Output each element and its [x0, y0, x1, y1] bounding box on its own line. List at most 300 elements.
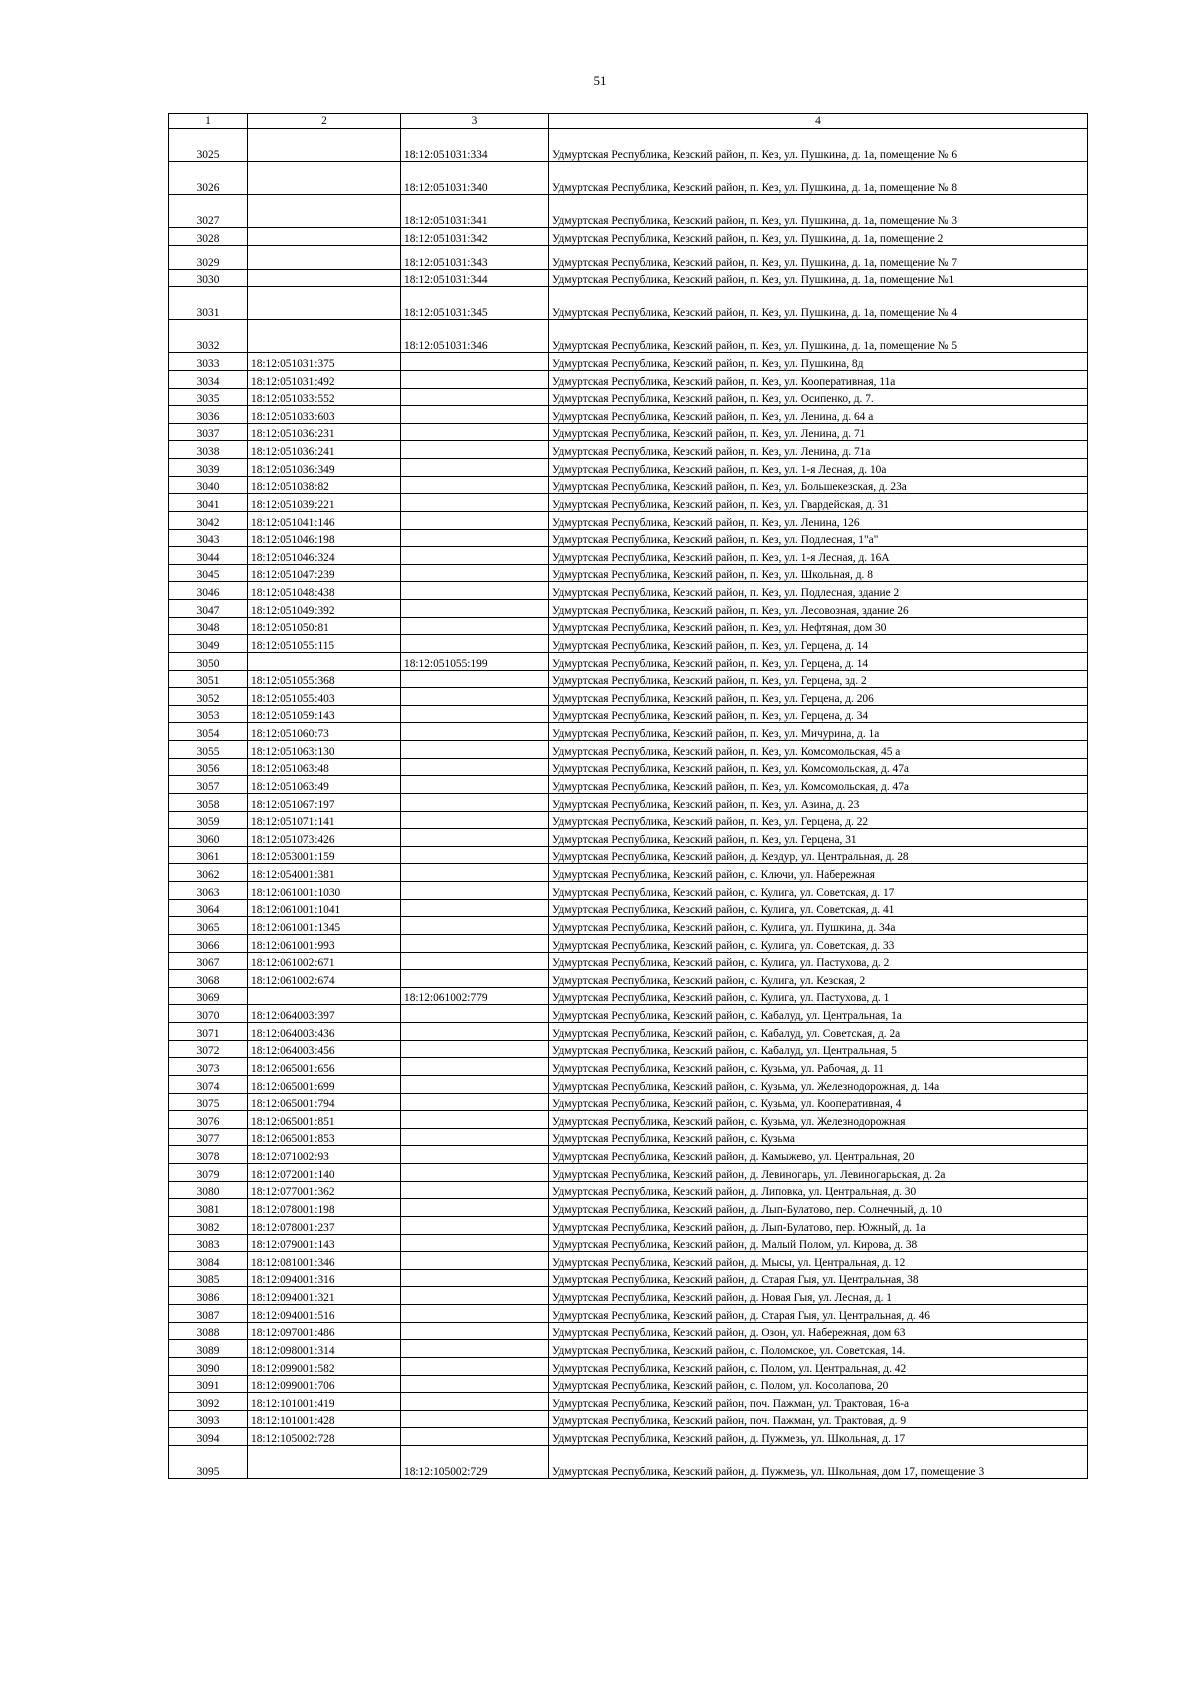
premises-cadastral-number-cell [401, 459, 549, 477]
row-number-cell: 3081 [169, 1199, 248, 1217]
premises-cadastral-number-cell [401, 1287, 549, 1305]
table-row [169, 195, 1088, 228]
address-cell: Удмуртская Республика, Кезский район, п. Кез, ул. Пушкина, д. 1а, помещение № 3 [549, 195, 1088, 228]
table-row [169, 228, 1088, 246]
row-number-cell: 3087 [169, 1305, 248, 1323]
address-cell: Удмуртская Республика, Кезский район, д. Липовка, ул. Центральная, д. 30 [549, 1181, 1088, 1199]
row-number-cell: 3084 [169, 1252, 248, 1270]
row-number-cell: 3091 [169, 1375, 248, 1393]
table-row [169, 793, 1088, 811]
cadastral-number-cell: 18:12:099001:582 [248, 1357, 401, 1375]
premises-cadastral-number-cell [401, 511, 549, 529]
table-row [169, 811, 1088, 829]
premises-cadastral-number-cell [401, 1357, 549, 1375]
row-number-cell: 3073 [169, 1058, 248, 1076]
address-cell: Удмуртская Республика, Кезский район, п. Кез, ул. Комсомольская, д. 47а [549, 758, 1088, 776]
address-cell: Удмуртская Республика, Кезский район, с. Кулига, ул. Советская, д. 33 [549, 934, 1088, 952]
premises-cadastral-number-cell [401, 1075, 549, 1093]
table-row [169, 1128, 1088, 1146]
premises-cadastral-number-cell [401, 1040, 549, 1058]
table-row [169, 652, 1088, 670]
address-cell: Удмуртская Республика, Кезский район, д. Малый Полом, ул. Кирова, д. 38 [549, 1234, 1088, 1252]
address-cell: Удмуртская Республика, Кезский район, п. Кез, ул. Герцена, 31 [549, 829, 1088, 847]
row-number-cell: 3040 [169, 476, 248, 494]
address-cell: Удмуртская Республика, Кезский район, с. Кузьма, ул. Железнодорожная [549, 1111, 1088, 1129]
address-cell: Удмуртская Республика, Кезский район, д. Старая Гыя, ул. Центральная, 38 [549, 1269, 1088, 1287]
address-cell: Удмуртская Республика, Кезский район, п. Кез, ул. Ленина, 126 [549, 511, 1088, 529]
address-cell: Удмуртская Республика, Кезский район, с. Поломское, ул. Советская, 14. [549, 1340, 1088, 1358]
row-number-cell: 3052 [169, 688, 248, 706]
column-header-1: 1 [169, 114, 248, 129]
premises-cadastral-number-cell [401, 688, 549, 706]
page-number: 51 [593, 73, 607, 88]
column-header-4: 4 [549, 114, 1088, 129]
address-cell: Удмуртская Республика, Кезский район, д. Пужмезь, ул. Школьная, дом 17, помещение 3 [549, 1446, 1088, 1479]
row-number-cell: 3067 [169, 952, 248, 970]
address-cell: Удмуртская Республика, Кезский район, п. Кез, ул. Герцена, д. 34 [549, 705, 1088, 723]
address-cell: Удмуртская Республика, Кезский район, п. Кез, ул. Лесовозная, здание 26 [549, 600, 1088, 618]
table-row [169, 1111, 1088, 1129]
address-cell: Удмуртская Республика, Кезский район, с. Кабалуд, ул. Советская, д. 2а [549, 1023, 1088, 1041]
table-row [169, 494, 1088, 512]
address-cell: Удмуртская Республика, Кезский район, п. Кез, ул. Пушкина, д. 1а, помещение № 8 [549, 162, 1088, 195]
cadastral-number-cell: 18:12:064003:397 [248, 1005, 401, 1023]
premises-cadastral-number-cell [401, 353, 549, 371]
premises-cadastral-number-cell [401, 1305, 549, 1323]
table-row [169, 1164, 1088, 1182]
cadastral-number-cell [248, 162, 401, 195]
premises-cadastral-number-cell [401, 1340, 549, 1358]
row-number-cell: 3071 [169, 1023, 248, 1041]
cadastral-number-cell [248, 1446, 401, 1479]
address-cell: Удмуртская Республика, Кезский район, п. Кез, ул. Нефтяная, дом 30 [549, 617, 1088, 635]
cadastral-number-cell: 18:12:078001:237 [248, 1216, 401, 1234]
address-cell: Удмуртская Республика, Кезский район, п. Кез, ул. Герцена, д. 14 [549, 652, 1088, 670]
row-number-cell: 3062 [169, 864, 248, 882]
cadastral-number-cell: 18:12:065001:656 [248, 1058, 401, 1076]
row-number-cell: 3085 [169, 1269, 248, 1287]
table-row [169, 776, 1088, 794]
row-number-cell: 3093 [169, 1410, 248, 1428]
cadastral-number-cell: 18:12:051039:221 [248, 494, 401, 512]
table-row [169, 1393, 1088, 1411]
row-number-cell: 3083 [169, 1234, 248, 1252]
row-number-cell: 3068 [169, 970, 248, 988]
premises-cadastral-number-cell [401, 882, 549, 900]
row-number-cell: 3028 [169, 228, 248, 246]
premises-cadastral-number-cell [401, 758, 549, 776]
premises-cadastral-number-cell [401, 952, 549, 970]
premises-cadastral-number-cell: 18:12:051055:199 [401, 652, 549, 670]
row-number-cell: 3095 [169, 1446, 248, 1479]
cadastral-number-cell: 18:12:053001:159 [248, 846, 401, 864]
table-row [169, 864, 1088, 882]
address-cell: Удмуртская Республика, Кезский район, д. Лып-Булатово, пер. Солнечный, д. 10 [549, 1199, 1088, 1217]
address-cell: Удмуртская Республика, Кезский район, д. Левиногарь, ул. Левиногарьская, д. 2а [549, 1164, 1088, 1182]
cadastral-number-cell: 18:12:051063:130 [248, 741, 401, 759]
table-row [169, 1305, 1088, 1323]
address-cell: Удмуртская Республика, Кезский район, п. Кез, ул. Подлесная, здание 2 [549, 582, 1088, 600]
cadastral-number-cell: 18:12:051049:392 [248, 600, 401, 618]
table-row [169, 1428, 1088, 1446]
cadastral-number-cell: 18:12:051046:324 [248, 547, 401, 565]
address-cell: Удмуртская Республика, Кезский район, п. Кез, ул. 1-я Лесная, д. 16А [549, 547, 1088, 565]
cadastral-number-cell: 18:12:101001:419 [248, 1393, 401, 1411]
row-number-cell: 3063 [169, 882, 248, 900]
row-number-cell: 3086 [169, 1287, 248, 1305]
premises-cadastral-number-cell [401, 1199, 549, 1217]
cadastral-number-cell: 18:12:051055:115 [248, 635, 401, 653]
premises-cadastral-number-cell [401, 370, 549, 388]
premises-cadastral-number-cell [401, 1216, 549, 1234]
table-row [169, 1040, 1088, 1058]
cadastral-number-cell [248, 195, 401, 228]
address-cell: Удмуртская Республика, Кезский район, д. Кездур, ул. Центральная, д. 28 [549, 846, 1088, 864]
row-number-cell: 3047 [169, 600, 248, 618]
row-number-cell: 3055 [169, 741, 248, 759]
table-row [169, 1093, 1088, 1111]
address-cell: Удмуртская Республика, Кезский район, п. Кез, ул. Осипенко, д. 7. [549, 388, 1088, 406]
table-row [169, 423, 1088, 441]
registry-table [168, 113, 1088, 1479]
address-cell: Удмуртская Республика, Кезский район, с. Кузьма, ул. Кооперативная, 4 [549, 1093, 1088, 1111]
cadastral-number-cell: 18:12:051046:198 [248, 529, 401, 547]
table-row [169, 952, 1088, 970]
table-row [169, 688, 1088, 706]
cadastral-number-cell: 18:12:079001:143 [248, 1234, 401, 1252]
premises-cadastral-number-cell [401, 1146, 549, 1164]
address-cell: Удмуртская Республика, Кезский район, п. Кез, ул. Гвардейская, д. 31 [549, 494, 1088, 512]
address-cell: Удмуртская Республика, Кезский район, с. Ключи, ул. Набережная [549, 864, 1088, 882]
row-number-cell: 3064 [169, 899, 248, 917]
address-cell: Удмуртская Республика, Кезский район, п. Кез, ул. Ленина, д. 71а [549, 441, 1088, 459]
premises-cadastral-number-cell [401, 1428, 549, 1446]
table-row [169, 269, 1088, 287]
table-row [169, 1199, 1088, 1217]
premises-cadastral-number-cell [401, 1393, 549, 1411]
address-cell: Удмуртская Республика, Кезский район, д. Новая Гыя, ул. Лесная, д. 1 [549, 1287, 1088, 1305]
address-cell: Удмуртская Республика, Кезский район, п. Кез, ул. Комсомольская, д. 47а [549, 776, 1088, 794]
row-number-cell: 3030 [169, 269, 248, 287]
row-number-cell: 3075 [169, 1093, 248, 1111]
row-number-cell: 3051 [169, 670, 248, 688]
premises-cadastral-number-cell [401, 793, 549, 811]
premises-cadastral-number-cell [401, 741, 549, 759]
table-row [169, 1375, 1088, 1393]
cadastral-number-cell: 18:12:077001:362 [248, 1181, 401, 1199]
cadastral-number-cell [248, 269, 401, 287]
address-cell: Удмуртская Республика, Кезский район, п. Кез, ул. Герцена, д. 206 [549, 688, 1088, 706]
table-row [169, 1146, 1088, 1164]
table-row [169, 162, 1088, 195]
premises-cadastral-number-cell [401, 564, 549, 582]
premises-cadastral-number-cell: 18:12:051031:345 [401, 287, 549, 320]
cadastral-number-cell: 18:12:061001:1030 [248, 882, 401, 900]
premises-cadastral-number-cell [401, 423, 549, 441]
row-number-cell: 3088 [169, 1322, 248, 1340]
address-cell: Удмуртская Республика, Кезский район, с. Кулига, ул. Пушкина, д. 34а [549, 917, 1088, 935]
address-cell: Удмуртская Республика, Кезский район, п. Кез, ул. Комсомольская, 45 а [549, 741, 1088, 759]
table-row [169, 129, 1088, 162]
premises-cadastral-number-cell: 18:12:051031:346 [401, 320, 549, 353]
table-row [169, 529, 1088, 547]
premises-cadastral-number-cell [401, 1410, 549, 1428]
row-number-cell: 3057 [169, 776, 248, 794]
premises-cadastral-number-cell [401, 600, 549, 618]
cadastral-number-cell: 18:12:051036:241 [248, 441, 401, 459]
address-cell: Удмуртская Республика, Кезский район, п. Кез, ул. Пушкина, д. 1а, помещение № 7 [549, 245, 1088, 269]
table-row [169, 441, 1088, 459]
table-row [169, 564, 1088, 582]
cadastral-number-cell: 18:12:099001:706 [248, 1375, 401, 1393]
row-number-cell: 3035 [169, 388, 248, 406]
table-row [169, 600, 1088, 618]
cadastral-number-cell: 18:12:051071:141 [248, 811, 401, 829]
address-cell: Удмуртская Республика, Кезский район, поч. Пажман, ул. Трактовая, д. 9 [549, 1410, 1088, 1428]
address-cell: Удмуртская Республика, Кезский район, п. Кез, ул. Ленина, д. 64 а [549, 406, 1088, 424]
cadastral-number-cell [248, 287, 401, 320]
row-number-cell: 3066 [169, 934, 248, 952]
address-cell: Удмуртская Республика, Кезский район, п. Кез, ул. Ленина, д. 71 [549, 423, 1088, 441]
table-row [169, 670, 1088, 688]
row-number-cell: 3042 [169, 511, 248, 529]
address-cell: Удмуртская Республика, Кезский район, с. Кулига, ул. Советская, д. 41 [549, 899, 1088, 917]
premises-cadastral-number-cell [401, 617, 549, 635]
premises-cadastral-number-cell [401, 705, 549, 723]
row-number-cell: 3070 [169, 1005, 248, 1023]
row-number-cell: 3038 [169, 441, 248, 459]
cadastral-number-cell: 18:12:051063:48 [248, 758, 401, 776]
address-cell: Удмуртская Республика, Кезский район, с. Кузьма [549, 1128, 1088, 1146]
table-row [169, 934, 1088, 952]
table-row [169, 1446, 1088, 1479]
premises-cadastral-number-cell: 18:12:051031:334 [401, 129, 549, 162]
row-number-cell: 3078 [169, 1146, 248, 1164]
table-row [169, 1340, 1088, 1358]
row-number-cell: 3037 [169, 423, 248, 441]
address-cell: Удмуртская Республика, Кезский район, п. Кез, ул. Школьная, д. 8 [549, 564, 1088, 582]
cadastral-number-cell: 18:12:051033:603 [248, 406, 401, 424]
premises-cadastral-number-cell [401, 1058, 549, 1076]
row-number-cell: 3080 [169, 1181, 248, 1199]
row-number-cell: 3074 [169, 1075, 248, 1093]
cadastral-number-cell: 18:12:051036:231 [248, 423, 401, 441]
address-cell: Удмуртская Республика, Кезский район, п. Кез, ул. Пушкина, д. 1а, помещение № 6 [549, 129, 1088, 162]
address-cell: Удмуртская Республика, Кезский район, д. Озон, ул. Набережная, дом 63 [549, 1322, 1088, 1340]
table-row [169, 245, 1088, 269]
premises-cadastral-number-cell: 18:12:051031:342 [401, 228, 549, 246]
premises-cadastral-number-cell: 18:12:051031:341 [401, 195, 549, 228]
cadastral-number-cell: 18:12:072001:140 [248, 1164, 401, 1182]
table-row [169, 899, 1088, 917]
premises-cadastral-number-cell [401, 441, 549, 459]
row-number-cell: 3082 [169, 1216, 248, 1234]
address-cell: Удмуртская Республика, Кезский район, п. Кез, ул. Герцена, д. 22 [549, 811, 1088, 829]
table-row [169, 987, 1088, 1005]
cadastral-number-cell [248, 320, 401, 353]
row-number-cell: 3054 [169, 723, 248, 741]
row-number-cell: 3053 [169, 705, 248, 723]
premises-cadastral-number-cell [401, 1023, 549, 1041]
table-row [169, 388, 1088, 406]
table-row [169, 1252, 1088, 1270]
table-row [169, 882, 1088, 900]
row-number-cell: 3060 [169, 829, 248, 847]
row-number-cell: 3036 [169, 406, 248, 424]
cadastral-number-cell: 18:12:065001:699 [248, 1075, 401, 1093]
table-row [169, 287, 1088, 320]
cadastral-number-cell: 18:12:051036:349 [248, 459, 401, 477]
premises-cadastral-number-cell [401, 635, 549, 653]
address-cell: Удмуртская Республика, Кезский район, п. Кез, ул. Большекезская, д. 23а [549, 476, 1088, 494]
table-row [169, 476, 1088, 494]
address-cell: Удмуртская Республика, Кезский район, д. Старая Гыя, ул. Центральная, д. 46 [549, 1305, 1088, 1323]
address-cell: Удмуртская Республика, Кезский район, с. Кулига, ул. Пастухова, д. 2 [549, 952, 1088, 970]
address-cell: Удмуртская Республика, Кезский район, с. Полом, ул. Косолапова, 20 [549, 1375, 1088, 1393]
table-header-row [169, 114, 1088, 129]
premises-cadastral-number-cell [401, 1252, 549, 1270]
premises-cadastral-number-cell: 18:12:051031:340 [401, 162, 549, 195]
premises-cadastral-number-cell [401, 1005, 549, 1023]
cadastral-number-cell: 18:12:061002:674 [248, 970, 401, 988]
address-cell: Удмуртская Республика, Кезский район, п. Кез, ул. Кооперативная, 11а [549, 370, 1088, 388]
table-body [169, 129, 1088, 1479]
table-row [169, 459, 1088, 477]
cadastral-number-cell: 18:12:051067:197 [248, 793, 401, 811]
address-cell: Удмуртская Республика, Кезский район, поч. Пажман, ул. Трактовая, 16-а [549, 1393, 1088, 1411]
cadastral-number-cell: 18:12:105002:728 [248, 1428, 401, 1446]
row-number-cell: 3058 [169, 793, 248, 811]
table-row [169, 582, 1088, 600]
cadastral-number-cell: 18:12:051031:492 [248, 370, 401, 388]
table-row [169, 1058, 1088, 1076]
address-cell: Удмуртская Республика, Кезский район, п. Кез, ул. Пушкина, д. 1а, помещение № 5 [549, 320, 1088, 353]
row-number-cell: 3027 [169, 195, 248, 228]
row-number-cell: 3092 [169, 1393, 248, 1411]
table-row [169, 846, 1088, 864]
column-header-2: 2 [248, 114, 401, 129]
cadastral-number-cell: 18:12:094001:321 [248, 1287, 401, 1305]
premises-cadastral-number-cell [401, 406, 549, 424]
premises-cadastral-number-cell [401, 1181, 549, 1199]
table-row [169, 1005, 1088, 1023]
row-number-cell: 3077 [169, 1128, 248, 1146]
premises-cadastral-number-cell [401, 829, 549, 847]
cadastral-number-cell: 18:12:051033:552 [248, 388, 401, 406]
table-row [169, 758, 1088, 776]
cadastral-number-cell [248, 228, 401, 246]
cadastral-number-cell [248, 987, 401, 1005]
table-row [169, 1023, 1088, 1041]
premises-cadastral-number-cell [401, 811, 549, 829]
row-number-cell: 3039 [169, 459, 248, 477]
row-number-cell: 3050 [169, 652, 248, 670]
row-number-cell: 3032 [169, 320, 248, 353]
table-row [169, 1269, 1088, 1287]
table-row [169, 829, 1088, 847]
address-cell: Удмуртская Республика, Кезский район, п. Кез, ул. Азина, д. 23 [549, 793, 1088, 811]
premises-cadastral-number-cell [401, 970, 549, 988]
table-row [169, 547, 1088, 565]
address-cell: Удмуртская Республика, Кезский район, с. Кабалуд, ул. Центральная, 5 [549, 1040, 1088, 1058]
cadastral-number-cell: 18:12:064003:436 [248, 1023, 401, 1041]
cadastral-number-cell: 18:12:061001:993 [248, 934, 401, 952]
cadastral-number-cell: 18:12:054001:381 [248, 864, 401, 882]
address-cell: Удмуртская Республика, Кезский район, п. Кез, ул. Пушкина, д. 1а, помещение № 4 [549, 287, 1088, 320]
table-row [169, 917, 1088, 935]
address-cell: Удмуртская Республика, Кезский район, п. Кез, ул. Герцена, д. 14 [549, 635, 1088, 653]
address-cell: Удмуртская Республика, Кезский район, с. Кулига, ул. Советская, д. 17 [549, 882, 1088, 900]
premises-cadastral-number-cell [401, 917, 549, 935]
row-number-cell: 3094 [169, 1428, 248, 1446]
table-row [169, 1075, 1088, 1093]
premises-cadastral-number-cell [401, 476, 549, 494]
cadastral-number-cell: 18:12:071002:93 [248, 1146, 401, 1164]
premises-cadastral-number-cell [401, 1111, 549, 1129]
cadastral-number-cell: 18:12:051063:49 [248, 776, 401, 794]
address-cell: Удмуртская Республика, Кезский район, п. Кез, ул. Подлесная, 1"а" [549, 529, 1088, 547]
premises-cadastral-number-cell [401, 1234, 549, 1252]
cadastral-number-cell: 18:12:097001:486 [248, 1322, 401, 1340]
premises-cadastral-number-cell [401, 1093, 549, 1111]
premises-cadastral-number-cell: 18:12:051031:344 [401, 269, 549, 287]
table-row [169, 1234, 1088, 1252]
premises-cadastral-number-cell [401, 846, 549, 864]
row-number-cell: 3033 [169, 353, 248, 371]
row-number-cell: 3034 [169, 370, 248, 388]
premises-cadastral-number-cell [401, 1375, 549, 1393]
table-row [169, 1322, 1088, 1340]
table-row [169, 1216, 1088, 1234]
table-row [169, 1287, 1088, 1305]
row-number-cell: 3059 [169, 811, 248, 829]
row-number-cell: 3029 [169, 245, 248, 269]
cadastral-number-cell: 18:12:094001:316 [248, 1269, 401, 1287]
cadastral-number-cell: 18:12:078001:198 [248, 1199, 401, 1217]
cadastral-number-cell: 18:12:051055:368 [248, 670, 401, 688]
premises-cadastral-number-cell [401, 547, 549, 565]
premises-cadastral-number-cell: 18:12:105002:729 [401, 1446, 549, 1479]
cadastral-number-cell: 18:12:051050:81 [248, 617, 401, 635]
premises-cadastral-number-cell [401, 934, 549, 952]
table-row [169, 723, 1088, 741]
cadastral-number-cell: 18:12:051060:73 [248, 723, 401, 741]
row-number-cell: 3031 [169, 287, 248, 320]
row-number-cell: 3048 [169, 617, 248, 635]
address-cell: Удмуртская Республика, Кезский район, п. Кез, ул. Герцена, зд. 2 [549, 670, 1088, 688]
cadastral-number-cell: 18:12:051073:426 [248, 829, 401, 847]
row-number-cell: 3056 [169, 758, 248, 776]
row-number-cell: 3044 [169, 547, 248, 565]
table-row [169, 741, 1088, 759]
row-number-cell: 3069 [169, 987, 248, 1005]
row-number-cell: 3049 [169, 635, 248, 653]
cadastral-number-cell [248, 129, 401, 162]
address-cell: Удмуртская Республика, Кезский район, с. Полом, ул. Центральная, д. 42 [549, 1357, 1088, 1375]
table-row [169, 353, 1088, 371]
row-number-cell: 3046 [169, 582, 248, 600]
cadastral-number-cell: 18:12:064003:456 [248, 1040, 401, 1058]
cadastral-number-cell: 18:12:094001:516 [248, 1305, 401, 1323]
address-cell: Удмуртская Республика, Кезский район, п. Кез, ул. Пушкина, 8д [549, 353, 1088, 371]
cadastral-number-cell: 18:12:081001:346 [248, 1252, 401, 1270]
table-row [169, 370, 1088, 388]
cadastral-number-cell: 18:12:065001:851 [248, 1111, 401, 1129]
premises-cadastral-number-cell [401, 1128, 549, 1146]
table-row [169, 320, 1088, 353]
cadastral-number-cell: 18:12:051059:143 [248, 705, 401, 723]
table-row [169, 511, 1088, 529]
